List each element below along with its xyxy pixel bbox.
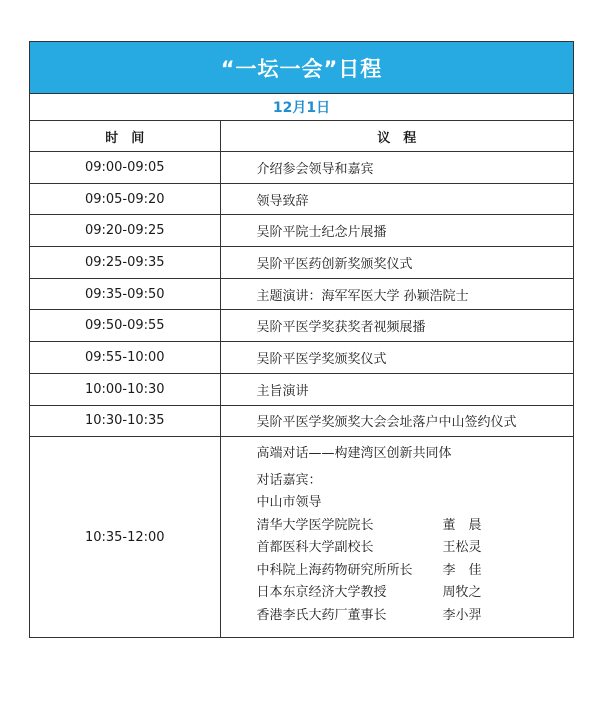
agenda-cell: 吴阶平医药创新奖颁奖仪式 [220, 247, 573, 279]
guest-name: 王松灵 [442, 540, 482, 556]
dialogue-row [30, 437, 573, 638]
schedule-title: “一坛一会”日程 [30, 42, 573, 94]
time-cell: 10:00-10:30 [30, 373, 220, 405]
header-time: 时 间 [30, 121, 220, 152]
guest-line [257, 582, 574, 605]
guests-label: 对话嘉宾： [256, 472, 322, 488]
guest-line [257, 605, 574, 628]
table-row [30, 152, 573, 184]
agenda-table [30, 121, 573, 637]
guest-line [257, 492, 574, 515]
guest-line [257, 537, 574, 560]
guest-role: 香港李氏大药厂董事长 [256, 607, 387, 623]
guest-role: 中科院上海药物研究所所长 [256, 562, 413, 578]
agenda-cell: 主题演讲：海军军医大学 孙颖浩院士 [220, 278, 573, 310]
table-row [30, 405, 573, 437]
table-row [30, 247, 573, 279]
time-cell: 09:20-09:25 [30, 215, 220, 247]
time-cell: 09:50-09:55 [30, 310, 220, 342]
agenda-cell: 介绍参会领导和嘉宾 [220, 152, 573, 184]
agenda-cell: 吴阶平医学奖获奖者视频展播 [220, 310, 573, 342]
guest-role: 清华大学医学院院长 [256, 517, 374, 533]
guest-name: 董 晨 [442, 517, 482, 533]
guest-line [257, 560, 574, 583]
agenda-cell: 吴阶平院士纪念片展播 [220, 215, 573, 247]
header-row [30, 121, 573, 152]
time-cell: 09:35-09:50 [30, 278, 220, 310]
guest-line [257, 515, 574, 538]
guest-role: 首都医科大学副校长 [256, 540, 374, 556]
time-cell: 09:55-10:00 [30, 342, 220, 374]
schedule-table [29, 41, 574, 638]
table-row [30, 373, 573, 405]
header-agenda: 议 程 [220, 121, 573, 152]
table-row [30, 278, 573, 310]
time-cell: 10:35-12:00 [30, 437, 220, 638]
dialogue-cell [220, 437, 573, 638]
table-row [30, 215, 573, 247]
guest-name: 周牧之 [442, 585, 482, 601]
guest-name: 李 佳 [442, 562, 482, 578]
agenda-cell: 吴阶平医学奖颁奖仪式 [220, 342, 573, 374]
agenda-cell: 领导致辞 [220, 183, 573, 215]
time-cell: 10:30-10:35 [30, 405, 220, 437]
agenda-cell: 吴阶平医学奖颁奖大会会址落户中山签约仪式 [220, 405, 573, 437]
table-row [30, 183, 573, 215]
time-cell: 09:05-09:20 [30, 183, 220, 215]
agenda-cell: 主旨演讲 [220, 373, 573, 405]
table-row [30, 310, 573, 342]
guest-role: 日本东京经济大学教授 [256, 585, 387, 601]
time-cell: 09:00-09:05 [30, 152, 220, 184]
table-row [30, 342, 573, 374]
schedule-date: 12月1日 [30, 94, 573, 121]
time-cell: 09:25-09:35 [30, 247, 220, 279]
dialogue-title: 高端对话——构建湾区创新共同体 [256, 446, 452, 462]
guest-name: 李小羿 [442, 607, 482, 623]
guest-role: 中山市领导 [256, 495, 322, 511]
